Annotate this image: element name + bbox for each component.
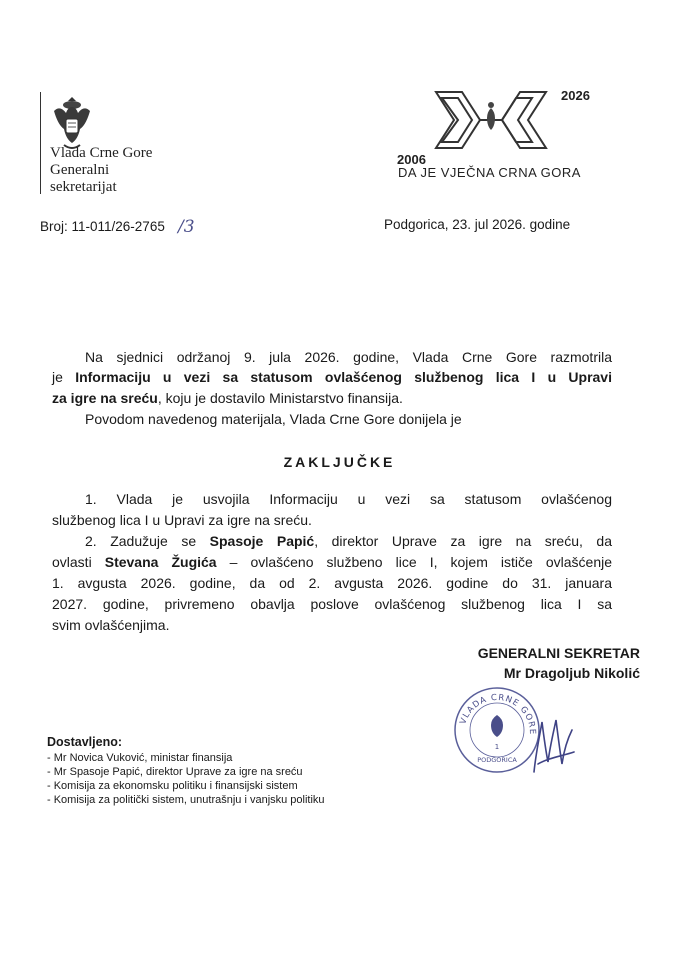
logo-slogan: DA JE VJEČNA CRNA GORA	[398, 165, 581, 180]
distribution-item: - Mr Novica Vuković, ministar finansija	[47, 752, 233, 764]
conclusion-2-line4: 2027. godine, privremeno obavlja poslove ovlašćenog službenog lica I sa	[52, 596, 612, 612]
reference-number: Broj: 11-011/26-2765	[40, 219, 165, 234]
intro-text-end: , koju je dostavilo Ministarstvo finansija.	[157, 390, 403, 406]
signatory-title: GENERALNI SEKRETAR	[477, 645, 640, 661]
conclusion-2-line5: svim ovlašćenjima.	[52, 617, 170, 633]
place-date: Podgorica, 23. jul 2026. godine	[384, 217, 571, 232]
intro-text: je	[52, 369, 76, 385]
conclusion-2-line2	[52, 552, 612, 573]
conclusion-2-line1	[52, 531, 612, 552]
stamp-text: VLADA CRNE GORE	[458, 692, 538, 736]
conclusion-2-text-post: , direktor Uprave za igre na sreću, da	[314, 533, 612, 549]
conclusion-2-line3: 1. avgusta 2026. godine, da od 2. avgusta 2026. godine do 31. januara	[52, 575, 612, 591]
official-name: Stevana Žugića	[104, 554, 217, 570]
stamp-number: 1	[494, 743, 500, 751]
distribution-item: - Komisija za ekonomsku politiku i finansijski sistem	[47, 780, 298, 792]
paragraph-intro-line1: Na sjednici održanoj 9. jula 2026. godine, Vlada Crne Gore razmotrila	[85, 349, 612, 365]
handwritten-suffix: /3	[178, 217, 195, 237]
director-name: Spasoje Papić	[209, 533, 315, 549]
stamp-city: PODGORICA	[477, 756, 517, 764]
subject-title-end: za igre na sreću	[52, 390, 158, 406]
conclusion-1-line2: službenog lica I u Upravi za igre na sreću.	[52, 512, 312, 528]
subject-title: Informaciju u vezi sa statusom ovlašćenog službenog lica I u Upravi	[75, 369, 612, 385]
conclusion-2-text2-post: – ovlašćeno službeno lice I, kojem ističe ovlašćenje	[216, 554, 612, 570]
conclusion-2-text: 2. Zadužuje se	[85, 533, 210, 549]
org-department-line2: sekretarijat	[50, 179, 117, 195]
conclusions-heading: ZAKLJUČKE	[283, 454, 396, 470]
conclusion-2-text2: ovlasti	[52, 554, 105, 570]
conclusion-1-line1: 1. Vlada je usvojila Informaciju u vezi sa statusom ovlašćenog	[85, 491, 612, 507]
coat-of-arms-icon	[50, 93, 94, 153]
org-department-line1: Generalni	[50, 162, 110, 178]
logo-year-end: 2026	[561, 88, 590, 103]
handwritten-signature	[528, 712, 578, 782]
org-name: Vlada Crne Gore	[50, 145, 153, 161]
header-divider	[40, 92, 41, 194]
distribution-item: - Komisija za politički sistem, unutrašnju i vanjsku politiku	[47, 794, 325, 806]
paragraph-decision-intro: Povodom navedenog materijala, Vlada Crne Gore donijela je	[85, 411, 462, 427]
signatory-name: Mr Dragoljub Nikolić	[503, 665, 640, 681]
paragraph-intro-line2	[52, 367, 612, 388]
distribution-title: Dostavljeno:	[47, 735, 123, 749]
logo-year-start: 2006	[397, 152, 426, 167]
distribution-item: - Mr Spasoje Papić, direktor Uprave za igre na sreću	[47, 766, 303, 778]
paragraph-intro-line3	[52, 388, 612, 409]
